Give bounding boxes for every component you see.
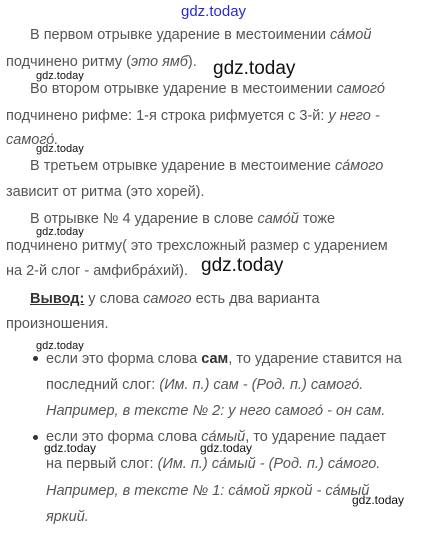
text-run: В первом отрывке ударение в местоимении [30, 27, 331, 43]
conclusion-line-1 [30, 290, 320, 308]
text-run-italic: это ямб [130, 54, 188, 70]
paragraph-2-line-2 [6, 107, 380, 125]
text-run: последний слог: [46, 377, 160, 393]
text-run: Во втором отрывке ударение в местоимении [30, 81, 337, 97]
text-run: на 2-й слог - амфибра́хий). [6, 263, 189, 279]
watermark: gdz.today [201, 255, 284, 276]
text-run-bold: сам [201, 351, 229, 367]
text-run: подчинено рифме: 1-я строка рифмуется с 3-й: [6, 108, 329, 124]
text-run-italic: са́мого [334, 158, 384, 174]
watermark-top: gdz.today [181, 3, 247, 20]
bullet-2-line-3 [46, 482, 369, 500]
conclusion-label: Вывод: [30, 291, 85, 307]
text-run: , то ударение падает [245, 429, 387, 445]
watermark: gdz.today [44, 441, 97, 455]
paragraph-3-line-1 [30, 157, 383, 175]
watermark: gdz.today [36, 340, 84, 352]
paragraph-4-line-3 [6, 262, 188, 280]
text-run: если это форма слова [46, 429, 202, 445]
text-run-italic: у него - [328, 108, 380, 124]
watermark: gdz.today [213, 58, 296, 79]
watermark: gdz.today [36, 226, 84, 238]
paragraph-2-line-1 [30, 80, 385, 98]
bullet-1-line-3 [46, 402, 385, 420]
text-run: у слова [84, 291, 144, 307]
paragraph-3-line-2 [6, 183, 205, 201]
paragraph-1-line-1 [30, 26, 371, 44]
bullet-icon [33, 435, 38, 440]
bullet-2-line-4 [46, 508, 89, 526]
text-run-italic: Например, в тексте № 1: са́мой яркой - са́мый [46, 483, 370, 499]
watermark: gdz.today [352, 493, 405, 507]
paragraph-1-line-2 [6, 53, 197, 71]
text-run: если это форма слова [46, 351, 202, 367]
paragraph-4-line-2 [6, 237, 388, 255]
text-run-italic: са́мой [330, 27, 372, 43]
conclusion-line-2 [6, 315, 108, 333]
text-run: ). [187, 54, 197, 70]
text-run-italic: самого [143, 291, 192, 307]
watermark: gdz.today [36, 70, 84, 82]
text-run-italic: самого́ [336, 81, 385, 97]
text-run-italic: яркий. [46, 509, 89, 525]
watermark: gdz.today [36, 143, 84, 155]
watermark: gdz.today [200, 441, 253, 455]
bullet-2-line-2 [46, 455, 380, 473]
text-run-italic: Например, в тексте № 2: у него самого́ - он сам. [46, 403, 386, 419]
text-run: произношения. [6, 316, 109, 332]
text-run: есть два варианта [191, 291, 320, 307]
text-run: подчинено ритму( это трехсложный размер с ударением [6, 238, 388, 254]
bullet-icon [33, 356, 38, 361]
text-run-italic: (Им. п.) са́мый - (Род. п.) са́мого. [157, 456, 381, 472]
text-run: зависит от ритма (это хорей). [6, 184, 205, 200]
text-run-italic: са́мый [201, 429, 246, 445]
text-run: подчинено ритму ( [6, 54, 131, 70]
text-run-italic: (Им. п.) сам - (Род. п.) самого́. [159, 377, 364, 393]
text-run-italic: самого́. [6, 132, 59, 148]
text-run: на первый слог: [46, 456, 158, 472]
text-run: тоже [298, 211, 336, 227]
text-run: В третьем отрывке ударение в местоимение [30, 158, 335, 174]
bullet-1-line-2 [46, 376, 363, 394]
text-run: В отрывке № 4 ударение в слове [30, 211, 258, 227]
bullet-1-line-1 [46, 350, 402, 368]
text-run-italic: само́й [257, 211, 299, 227]
text-run: , то ударение ставится на [228, 351, 402, 367]
